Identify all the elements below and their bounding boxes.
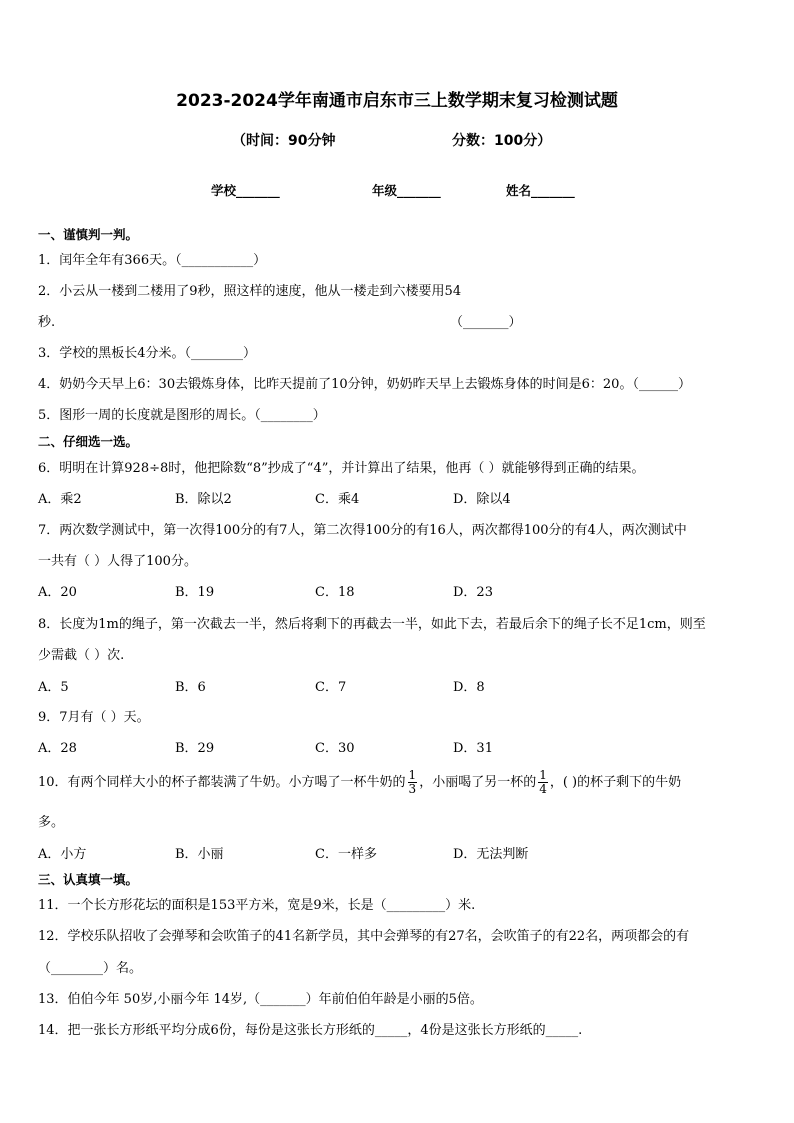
q8-option-c[interactable]: C．7 — [315, 680, 347, 695]
q8-option-d[interactable]: D．8 — [453, 680, 485, 695]
question-10-line1 — [38, 765, 681, 801]
q10-option-b[interactable]: B．小丽 — [175, 847, 224, 862]
q10-option-c[interactable]: C．一样多 — [315, 847, 377, 862]
question-4: 4．奶奶今天早上6：30去锻炼身体，比昨天提前了10分钟，奶奶昨天早上去锻炼身体的时间是6：20。（______） — [38, 377, 691, 392]
q7-option-c[interactable]: C．18 — [315, 585, 355, 600]
question-8-line2: 少需截（ ）次. — [38, 648, 125, 663]
section-choose: 二、仔细选一选。 — [38, 434, 139, 449]
q6-option-a[interactable]: A．乘2 — [38, 492, 82, 507]
question-11: 11．一个长方形花坛的面积是153平方米，宽是9米，长是（_________）米. — [38, 898, 476, 913]
question-14: 14．把一张长方形纸平均分成6份，每份是这张长方形纸的_____，4份是这张长方形纸的_____. — [38, 1023, 583, 1038]
page-title: 2023-2024学年南通市启东市三上数学期末复习检测试题 — [176, 91, 618, 111]
fraction-numerator: 1 — [539, 768, 547, 782]
question-8-line1: 8．长度为1m的绳子，第一次截去一半，然后将剩下的再截去一半，如此下去，若最后余下的绳子长不足1cm，则至 — [38, 617, 706, 632]
question-3: 3．学校的黑板长4分米。（________） — [38, 346, 257, 361]
question-2-answer[interactable]: （_______） — [450, 315, 522, 330]
q9-option-a[interactable]: A．28 — [38, 741, 77, 756]
fraction-one-quarter — [538, 769, 548, 796]
q10-text-1: 10．有两个同样大小的杯子都装满了牛奶。小方喝了一杯牛奶的 — [38, 775, 406, 790]
question-9: 9．7月有（ ）天。 — [38, 710, 150, 725]
question-1: 1．闰年全年有366天。（___________） — [38, 253, 267, 268]
question-7-line2: 一共有（ ）人得了100分。 — [38, 554, 197, 569]
fraction-one-third — [408, 769, 418, 796]
question-10-line2: 多。 — [38, 815, 65, 830]
grade-field[interactable]: 年级_______ — [372, 183, 441, 198]
fraction-numerator: 1 — [408, 768, 417, 782]
q6-option-b[interactable]: B．除以2 — [175, 492, 232, 507]
q8-option-a[interactable]: A．5 — [38, 680, 69, 695]
question-2-line2: 秒. — [38, 315, 56, 330]
question-12-line1: 12．学校乐队招收了会弹琴和会吹笛子的41名新学员，其中会弹琴的有27名，会吹笛子的有22名，两项都会的有 — [38, 929, 690, 944]
q9-option-d[interactable]: D．31 — [453, 741, 493, 756]
exam-time: （时间：90分钟 — [232, 133, 336, 149]
section-fill: 三、认真填一填。 — [38, 872, 139, 887]
q8-option-b[interactable]: B．6 — [175, 680, 206, 695]
fraction-denominator: 4 — [539, 782, 547, 796]
q10-text-2: ，小丽喝了另一杯的 — [419, 775, 537, 790]
q7-option-b[interactable]: B．19 — [175, 585, 215, 600]
q10-text-3: ，( )的杯子剩下的牛奶 — [549, 775, 682, 790]
question-12-line2: （________）名。 — [38, 961, 143, 976]
q9-option-b[interactable]: B．29 — [175, 741, 215, 756]
question-5: 5．图形一周的长度就是图形的周长。（________） — [38, 408, 326, 423]
q6-option-d[interactable]: D．除以4 — [453, 492, 511, 507]
school-field[interactable]: 学校_______ — [211, 183, 280, 198]
q10-option-a[interactable]: A．小方 — [38, 847, 87, 862]
q7-option-a[interactable]: A．20 — [38, 585, 77, 600]
question-7-line1: 7．两次数学测试中，第一次得100分的有7人，第二次得100分的有16人，两次都得100分的有4人，两次测试中 — [38, 523, 687, 538]
exam-score: 分数：100分） — [452, 133, 552, 149]
q9-option-c[interactable]: C．30 — [315, 741, 355, 756]
section-judge: 一、谨慎判一判。 — [38, 227, 139, 242]
q6-option-c[interactable]: C．乘4 — [315, 492, 360, 507]
name-field[interactable]: 姓名_______ — [506, 183, 575, 198]
q7-option-d[interactable]: D．23 — [453, 585, 493, 600]
fraction-denominator: 3 — [408, 782, 417, 796]
question-13: 13．伯伯今年 50岁,小丽今年 14岁,（_______）年前伯伯年龄是小丽的5倍。 — [38, 992, 483, 1007]
question-6: 6．明明在计算928÷8时，他把除数“8”抄成了“4”，并计算出了结果，他再（ ）就能够得到正确的结果。 — [38, 461, 645, 476]
q10-option-d[interactable]: D．无法判断 — [453, 847, 529, 862]
question-2-line1: 2．小云从一楼到二楼用了9秒，照这样的速度，他从一楼走到六楼要用54 — [38, 284, 462, 299]
